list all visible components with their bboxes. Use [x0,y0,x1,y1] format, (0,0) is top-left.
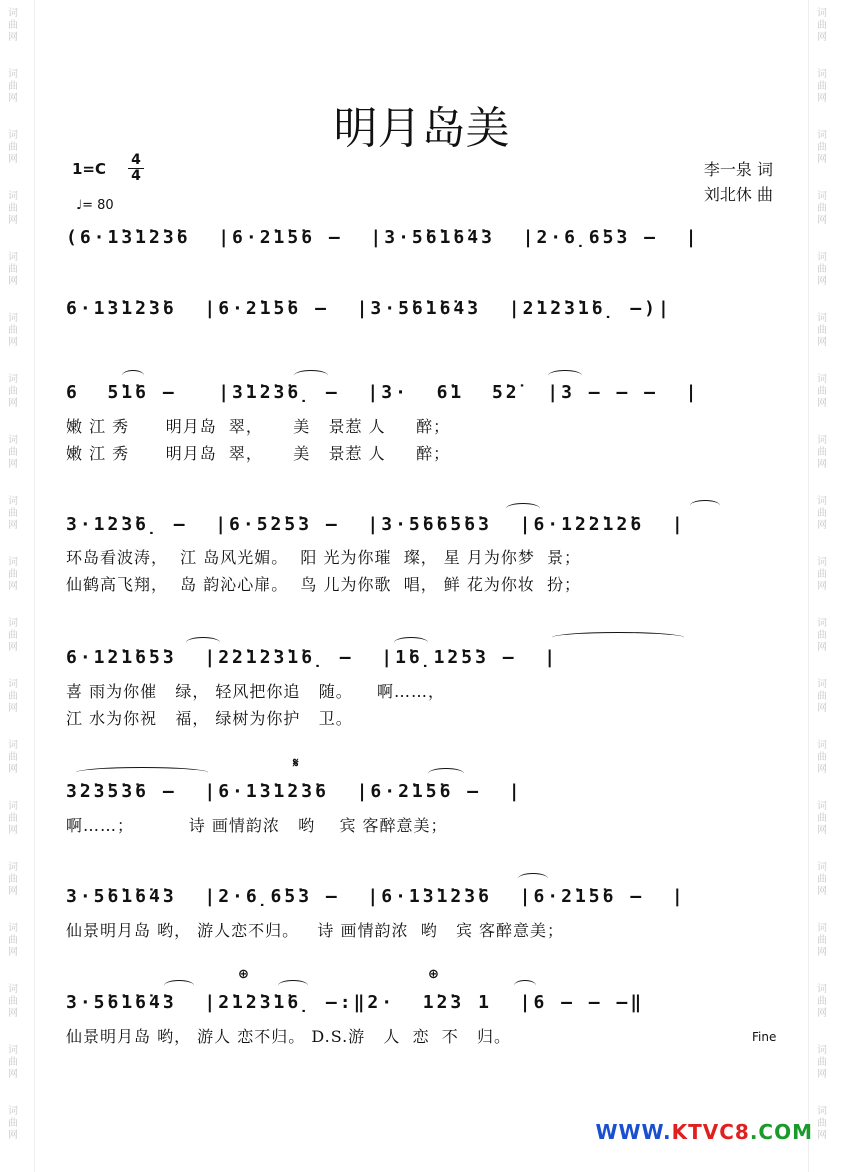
site-logo [595,1120,813,1144]
time-signature [128,153,144,184]
slur [552,632,684,643]
watermark-text: 词 曲 网 [8,496,18,531]
watermark-text: 词 曲 网 [817,374,827,409]
watermark-text: 词 曲 网 [817,8,827,43]
right-watermark-strip [808,0,843,1172]
watermark-text: 词 曲 网 [817,679,827,714]
slur [506,503,540,514]
watermark-text: 词 曲 网 [817,984,827,1019]
slur [548,370,582,381]
watermark-text: 词 曲 网 [817,191,827,226]
watermark-text: 词 曲 网 [817,130,827,165]
slur [428,768,464,779]
watermark-text: 词 曲 网 [817,557,827,592]
slur [122,370,144,381]
slur [76,767,208,778]
meter-bottom: 4 [131,168,141,184]
watermark-text: 词 曲 网 [817,923,827,958]
slur [514,980,536,991]
watermark-text: 词 曲 网 [817,496,827,531]
watermark-text: 词 曲 网 [8,740,18,775]
lyrics-row-3-verse-2: 嫩 江 秀 明月岛 翠， 美 景惹 人 醉； [66,444,451,463]
key-signature: 1=C [72,160,107,178]
slur [294,370,328,381]
watermark-text: 词 曲 网 [8,862,18,897]
notation-row-4: 3·1̇2̇3̇6̣ – |6·5̇2̇5̇3 – |3·5̇6̇6̇5̇6̇3 |6·1̇2̇2̇1̇2̇6 | [66,514,686,535]
lyrics-row-4-verse-1: 环岛看波涛， 江 岛风光媚。 阳 光为你璀 璨， 星 月为你梦 景； [66,548,582,567]
watermark-text: 词 曲 网 [817,1045,827,1080]
watermark-text: 词 曲 网 [8,1106,18,1141]
tempo-marking: ♩= 80 [76,198,114,213]
watermark-text: 词 曲 网 [8,69,18,104]
watermark-text: 词 曲 网 [817,1106,827,1141]
watermark-text: 词 曲 网 [8,923,18,958]
lyrics-row-7-verse-1: 仙景明月岛 哟， 游人恋不归。 诗 画情韵浓 哟 宾 客醉意美； [66,921,565,940]
lyrics-row-8-verse-1: 仙景明月岛 哟， 游人 恋不归。 D.S.游 人 恋 不 归。 [66,1027,512,1046]
segno-mark: 𝄋 [293,756,299,771]
left-watermark-strip [0,0,35,1172]
notation-row-3: 6 5̇1̇6 – |3̇1̇2̇3̇6̣ – |3· 6̇1 5̇2̇ |3 – – – | [66,382,700,403]
slur [394,637,428,648]
slur [690,500,720,511]
notation-row-5: 6·1̇2̇1̇6̇5̇3 |2̇2̇1̇2̇3̇1̇6̣ – |1̇6̣1̇2̇5̇3 – | [66,647,559,668]
credits [704,157,773,207]
watermark-text: 词 曲 网 [8,313,18,348]
logo-part-2: KTVC8 [671,1120,750,1144]
notation-row-6: 3̇2̇3̇5̇3̇6 – |6·1̇3̇1̇2̇3̇6 |6·2̇1̇5̇6 – | [66,781,523,802]
lyrics-row-3-verse-1: 嫩 江 秀 明月岛 翠， 美 景惹 人 醉； [66,417,451,436]
watermark-text: 词 曲 网 [817,862,827,897]
song-title: 明月岛美 [333,103,510,154]
lyrics-row-4-verse-2: 仙鹤高飞翔， 岛 韵沁心扉。 鸟 儿为你歌 唱， 鲜 花为你妆 扮； [66,575,582,594]
composer: 刘北休 曲 [703,185,773,204]
watermark-text: 词 曲 网 [8,618,18,653]
watermark-text: 词 曲 网 [8,435,18,470]
slur [164,980,194,991]
watermark-text: 词 曲 网 [8,252,18,287]
watermark-text: 词 曲 网 [8,374,18,409]
slur [278,980,308,991]
watermark-text: 词 曲 网 [817,313,827,348]
notation-row-7: 3·5̇6̇1̇6̇4̇3 |2·6̣6̇5̇3 – |6·1̇3̇1̇2̇3̇6 |6·2̇1̇5̇6 – | [66,886,686,907]
watermark-text: 词 曲 网 [8,801,18,836]
watermark-text: 词 曲 网 [8,8,18,43]
logo-part-1: WWW. [595,1120,672,1144]
watermark-text: 词 曲 网 [817,740,827,775]
watermark-text: 词 曲 网 [8,557,18,592]
watermark-text: 词 曲 网 [8,679,18,714]
watermark-text: 词 曲 网 [8,191,18,226]
watermark-text: 词 曲 网 [8,984,18,1019]
watermark-text: 词 曲 网 [817,69,827,104]
coda-mark-2: ⊕ [428,967,439,982]
fine-marking: Fine [752,1030,777,1044]
meter-top: 4 [128,153,144,169]
lyricist: 李一泉 词 [703,160,773,179]
lyrics-row-5-verse-1: 喜 雨为你催 绿， 轻风把你追 随。 啊……， [66,682,446,701]
notation-row-1: (6·1̇3̇1̇2̇3̇6 |6·2̇1̇5̇6 – |3·5̇6̇1̇6̇4̇3 |2·6̣6̇5̇3 – | [66,227,700,248]
lyrics-row-5-verse-2: 江 水为你祝 福， 绿树为你护 卫。 [66,709,353,728]
watermark-text: 词 曲 网 [8,130,18,165]
watermark-text: 词 曲 网 [817,435,827,470]
coda-mark-1: ⊕ [238,967,249,982]
slur [186,637,220,648]
lyrics-row-6-verse-1: 啊……； 诗 画情韵浓 哟 宾 客醉意美； [66,816,448,835]
watermark-text: 词 曲 网 [8,1045,18,1080]
watermark-text: 词 曲 网 [817,618,827,653]
logo-part-3: .COM [749,1120,813,1144]
notation-row-8: 3·5̇6̇1̇6̇4̇3 |2̇1̇2̇3̇1̇6̣ –:‖2· 1̇2̇3 1 |6 – – –‖ [66,992,645,1013]
watermark-text: 词 曲 网 [817,801,827,836]
notation-row-2: 6·1̇3̇1̇2̇3̇6 |6·2̇1̇5̇6 – |3·5̇6̇1̇6̇4̇3 |2̇1̇2̇3̇1̇6̣ –)| [66,298,672,319]
slur [518,873,548,884]
watermark-text: 词 曲 网 [817,252,827,287]
